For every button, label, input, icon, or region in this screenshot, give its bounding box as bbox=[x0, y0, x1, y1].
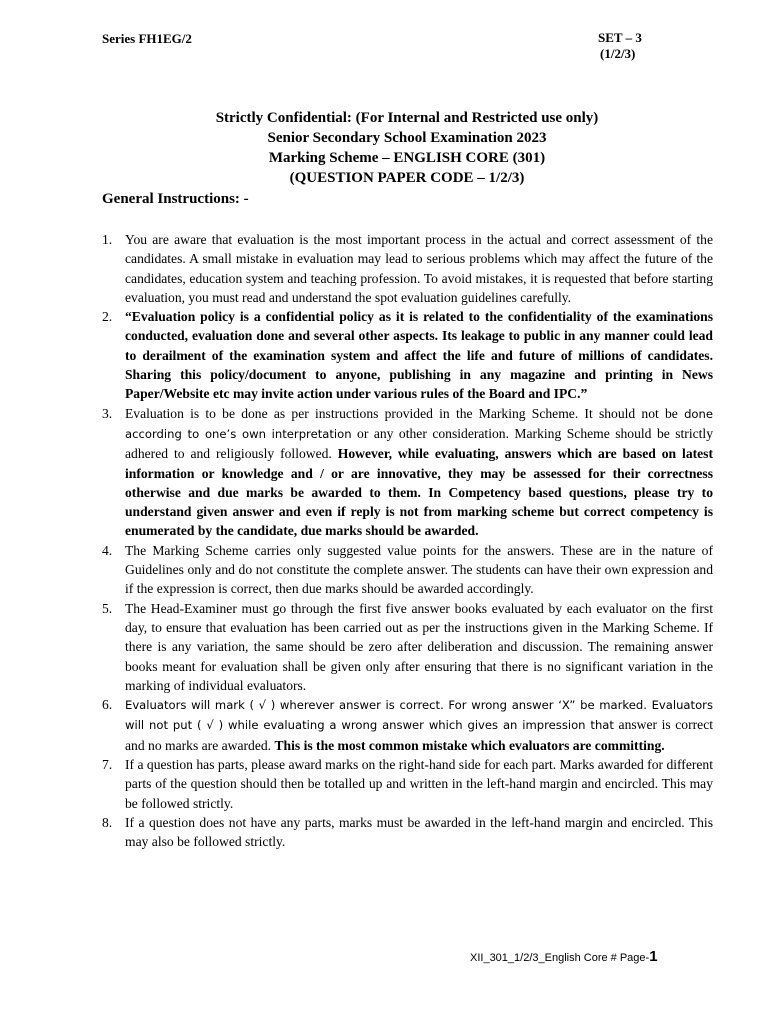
instruction-number: 5. bbox=[102, 600, 113, 616]
paper-code-title: (QUESTION PAPER CODE – 1/2/3) bbox=[289, 170, 525, 186]
instruction-number: 7. bbox=[102, 757, 113, 773]
instruction-bold-text: “Evaluation policy is a confidential policy as it is related to the confidentiality of the examinations conducted, evaluation done and several other aspects. Its leakage to public in any manner could lead to derailment of the examination system and affect the life and future of millions of candidates. Sharing this policy/document to anyone, publishing in any magazine and printing in News Paper/Website etc may invite action under various rules of the Board and IPC.” bbox=[125, 309, 713, 402]
instruction-item bbox=[102, 230, 713, 307]
instruction-item bbox=[102, 307, 713, 403]
instruction-text: Evaluation is to be done as per instructions provided in the Marking Scheme. It should not be bbox=[125, 405, 678, 421]
instruction-text: The Head-Examiner must go through the first five answer books evaluated by each evaluator on the first day, to ensure that evaluation has been carried out as per the instructions given in the Marking Scheme. If there is any variation, the same should be zero after deliberation and discussion. The remaining answer books meant for evaluation shall be given only after ensuring that there is no significant variation in the marking of individual evaluators. bbox=[125, 600, 713, 693]
instruction-number: 6. bbox=[102, 697, 113, 713]
instruction-item bbox=[102, 813, 713, 852]
instruction-number: 3. bbox=[102, 405, 113, 421]
general-instructions-heading: General Instructions: - bbox=[102, 191, 249, 207]
instruction-item bbox=[102, 404, 713, 541]
instruction-text: You are aware that evaluation is the most important process in the actual and correct assessment of the candidates. A small mistake in evaluation may lead to serious problems which may affect the future of the candidates, education system and teaching profession. To avoid mistakes, it is requested that before starting evaluation, you must read and understand the spot evaluation guidelines carefully. bbox=[125, 232, 713, 305]
instruction-text: If a question has parts, please award marks on the right-hand side for each part. Marks awarded for different parts of the question should then be totalled up and written in the left-hand margin and encircled. This may be followed strictly. bbox=[125, 757, 713, 811]
instruction-item bbox=[102, 695, 713, 755]
set-label-block bbox=[598, 30, 642, 62]
instruction-item bbox=[102, 599, 713, 695]
instruction-item bbox=[102, 541, 713, 599]
series-code: Series FH1EG/2 bbox=[102, 31, 192, 46]
instruction-number: 2. bbox=[102, 309, 113, 325]
footer-code: XII_301_1/2/3_English Core # Page- bbox=[470, 952, 650, 964]
marking-scheme-title: Marking Scheme – ENGLISH CORE (301) bbox=[268, 150, 546, 166]
instruction-number: 8. bbox=[102, 814, 113, 830]
page-number: 1 bbox=[649, 948, 658, 965]
instruction-text: done according to one’s own interpretation bbox=[125, 406, 713, 441]
instruction-text: or any other consideration. Marking Scheme should be strictly adhered to and religiously followed. bbox=[125, 425, 713, 462]
instruction-number: 1. bbox=[102, 232, 113, 247]
instruction-bold-text: However, while evaluating, answers which are based on latest information or knowledge and / or are innovative, they may be assessed for their correctness otherwise and due marks be awarded to them. In Competency based questions, please try to understand given answer and even if reply is not from marking scheme but correct competency is enumerated by the candidate, due marks should be awarded. bbox=[125, 446, 713, 539]
instruction-bold-text: This is the most common mistake which evaluators are committing. bbox=[274, 737, 665, 753]
confidential-title: Strictly Confidential: (For Internal and Restricted use only) bbox=[215, 110, 599, 126]
exam-title: Senior Secondary School Examination 2023 bbox=[267, 130, 547, 146]
set-code: (1/2/3) bbox=[600, 46, 636, 61]
instructions-list bbox=[102, 230, 713, 852]
instruction-text: Evaluators will mark ( √ ) wherever answer is correct. For wrong answer ‘X” be marked. Evaluators will not put ( √ ) while evaluating a wrong answer which gives an impression that bbox=[125, 698, 713, 733]
document-title-block bbox=[0, 108, 768, 188]
instruction-text: answer is correct and no marks are awarded. bbox=[125, 717, 714, 753]
set-label: SET – 3 bbox=[598, 30, 642, 45]
instruction-text: The Marking Scheme carries only suggested value points for the answers. These are in the nature of Guidelines only and do not constitute the complete answer. The students can have their own expression and if the expression is correct, then due marks should be awarded accordingly. bbox=[125, 542, 713, 597]
instruction-text: If a question does not have any parts, marks must be awarded in the left-hand margin and encircled. This may also be followed strictly. bbox=[125, 814, 713, 850]
page-footer bbox=[470, 948, 658, 965]
instruction-number: 4. bbox=[102, 542, 113, 558]
instruction-item bbox=[102, 755, 713, 813]
